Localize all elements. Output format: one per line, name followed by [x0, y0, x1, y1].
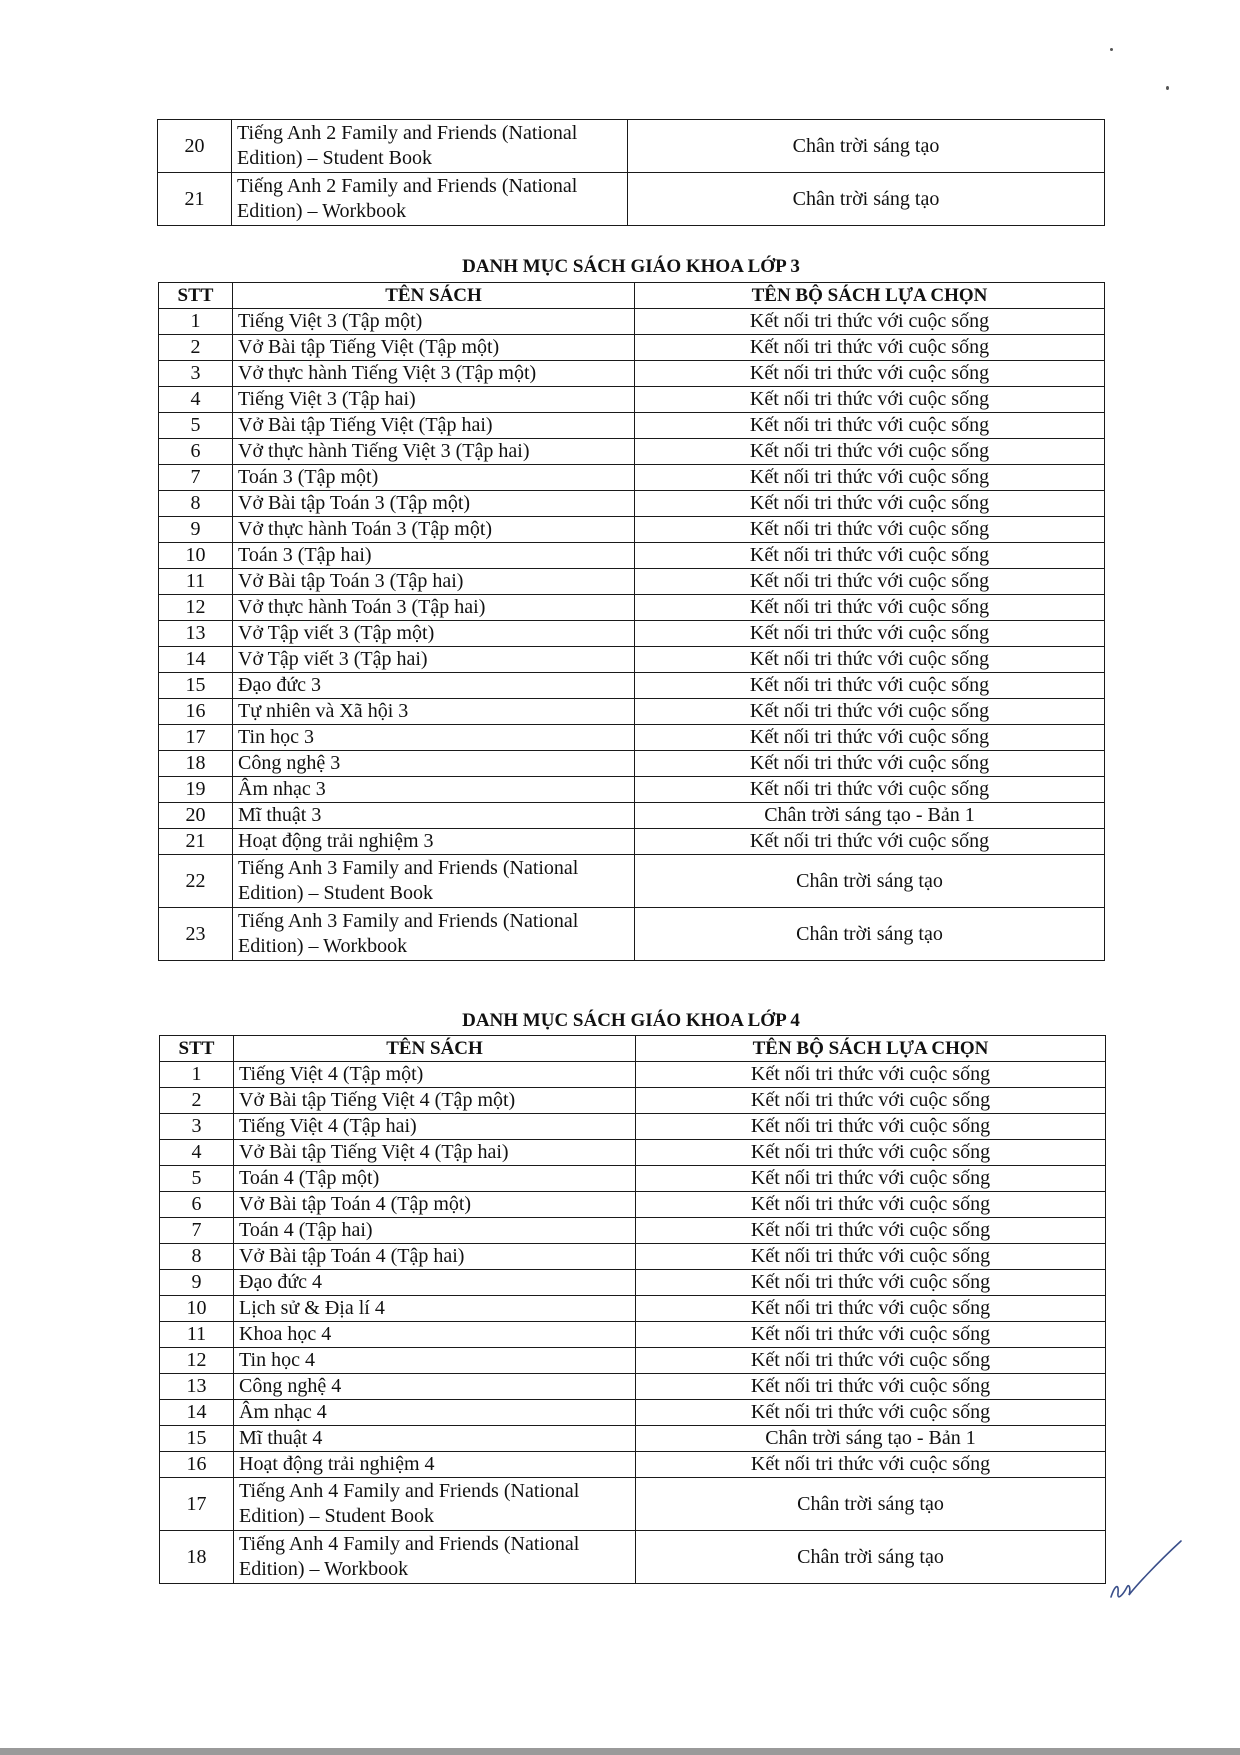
book-set: Kết nối tri thức với cuộc sống: [635, 699, 1105, 725]
table-row: [159, 517, 1105, 543]
table-row: [158, 173, 1105, 226]
book-title: Mĩ thuật 4: [234, 1426, 636, 1452]
book-set: Kết nối tri thức với cuộc sống: [635, 751, 1105, 777]
book-title: Tiếng Anh 3 Family and Friends (National Edition) – Workbook: [233, 908, 635, 961]
row-number: 17: [160, 1478, 234, 1531]
row-number: 4: [159, 387, 233, 413]
book-set: Kết nối tri thức với cuộc sống: [636, 1114, 1106, 1140]
book-title: Toán 3 (Tập một): [233, 465, 635, 491]
book-set: Kết nối tri thức với cuộc sống: [636, 1400, 1106, 1426]
table-row: [160, 1062, 1106, 1088]
book-set: Kết nối tri thức với cuộc sống: [635, 309, 1105, 335]
book-set: Chân trời sáng tạo: [636, 1478, 1106, 1531]
book-title: Vở Bài tập Toán 3 (Tập một): [233, 491, 635, 517]
book-set: Chân trời sáng tạo: [628, 173, 1105, 226]
table-row: [160, 1192, 1106, 1218]
row-number: 13: [160, 1374, 234, 1400]
table-row: [160, 1218, 1106, 1244]
book-title: Vở Bài tập Toán 3 (Tập hai): [233, 569, 635, 595]
book-title: Khoa học 4: [234, 1322, 636, 1348]
book-title: Tự nhiên và Xã hội 3: [233, 699, 635, 725]
col-header-name: TÊN SÁCH: [233, 283, 635, 309]
row-number: 14: [160, 1400, 234, 1426]
col-header-name: TÊN SÁCH: [234, 1036, 636, 1062]
row-number: 6: [160, 1192, 234, 1218]
book-title: Vở Bài tập Tiếng Việt (Tập một): [233, 335, 635, 361]
row-number: 17: [159, 725, 233, 751]
book-set: Kết nối tri thức với cuộc sống: [635, 543, 1105, 569]
row-number: 18: [159, 751, 233, 777]
book-title: Vở Bài tập Tiếng Việt (Tập hai): [233, 413, 635, 439]
book-set: Chân trời sáng tạo - Bản 1: [636, 1426, 1106, 1452]
table-row: [159, 699, 1105, 725]
book-title: Vở Bài tập Tiếng Việt 4 (Tập một): [234, 1088, 636, 1114]
book-title: Tin học 4: [234, 1348, 636, 1374]
row-number: 1: [159, 309, 233, 335]
row-number: 21: [159, 829, 233, 855]
table-row: [160, 1452, 1106, 1478]
row-number: 2: [160, 1088, 234, 1114]
scan-speck: [1110, 48, 1113, 51]
book-title: Vở Bài tập Toán 4 (Tập một): [234, 1192, 636, 1218]
book-set: Kết nối tri thức với cuộc sống: [635, 465, 1105, 491]
row-number: 16: [159, 699, 233, 725]
table-row: [159, 803, 1105, 829]
book-set: Kết nối tri thức với cuộc sống: [636, 1296, 1106, 1322]
book-set: Kết nối tri thức với cuộc sống: [636, 1218, 1106, 1244]
row-number: 10: [159, 543, 233, 569]
table-row: [159, 908, 1105, 961]
col-header-set: TÊN BỘ SÁCH LỰA CHỌN: [635, 283, 1105, 309]
table-row: [160, 1426, 1106, 1452]
row-number: 7: [159, 465, 233, 491]
table-row: [160, 1478, 1106, 1531]
book-set: Kết nối tri thức với cuộc sống: [635, 595, 1105, 621]
book-title: Toán 4 (Tập hai): [234, 1218, 636, 1244]
row-number: 23: [159, 908, 233, 961]
row-number: 20: [158, 120, 232, 173]
col-header-stt: STT: [159, 283, 233, 309]
row-number: 9: [159, 517, 233, 543]
scan-edge-bar: [0, 1748, 1240, 1755]
table-row: [159, 595, 1105, 621]
table-row: [160, 1244, 1106, 1270]
book-set: Kết nối tri thức với cuộc sống: [635, 517, 1105, 543]
book-title: Âm nhạc 4: [234, 1400, 636, 1426]
book-set: Kết nối tri thức với cuộc sống: [635, 569, 1105, 595]
row-number: 11: [159, 569, 233, 595]
book-set: Kết nối tri thức với cuộc sống: [636, 1270, 1106, 1296]
book-title: Lịch sử & Địa lí 4: [234, 1296, 636, 1322]
table-row: [159, 491, 1105, 517]
signature-mark: [1105, 1535, 1185, 1605]
grade4-title: DANH MỤC SÁCH GIÁO KHOA LỚP 4: [462, 1010, 800, 1031]
book-title: Tiếng Việt 4 (Tập hai): [234, 1114, 636, 1140]
table-row: [159, 413, 1105, 439]
grade2-continuation-table: [157, 119, 1105, 226]
table-row: [160, 1296, 1106, 1322]
table-row: [160, 1374, 1106, 1400]
book-title: Tiếng Anh 4 Family and Friends (National Edition) – Workbook: [234, 1531, 636, 1584]
book-title: Tiếng Việt 3 (Tập hai): [233, 387, 635, 413]
row-number: 7: [160, 1218, 234, 1244]
table-row: [160, 1348, 1106, 1374]
grade3-table: [158, 282, 1105, 961]
book-set: Kết nối tri thức với cuộc sống: [635, 777, 1105, 803]
table-row: [159, 569, 1105, 595]
book-title: Tin học 3: [233, 725, 635, 751]
table-row: [160, 1531, 1106, 1584]
row-number: 5: [160, 1166, 234, 1192]
book-title: Vở thực hành Tiếng Việt 3 (Tập một): [233, 361, 635, 387]
book-set: Kết nối tri thức với cuộc sống: [635, 439, 1105, 465]
row-number: 6: [159, 439, 233, 465]
book-title: Vở thực hành Toán 3 (Tập hai): [233, 595, 635, 621]
row-number: 20: [159, 803, 233, 829]
book-title: Hoạt động trải nghiệm 3: [233, 829, 635, 855]
row-number: 9: [160, 1270, 234, 1296]
table-row: [159, 361, 1105, 387]
book-title: Toán 4 (Tập một): [234, 1166, 636, 1192]
book-set: Chân trời sáng tạo: [628, 120, 1105, 173]
book-title: Vở Tập viết 3 (Tập hai): [233, 647, 635, 673]
table-row: [159, 387, 1105, 413]
book-set: Kết nối tri thức với cuộc sống: [636, 1192, 1106, 1218]
book-set: Kết nối tri thức với cuộc sống: [636, 1166, 1106, 1192]
book-set: Kết nối tri thức với cuộc sống: [636, 1244, 1106, 1270]
book-set: Chân trời sáng tạo - Bản 1: [635, 803, 1105, 829]
table-row: [160, 1114, 1106, 1140]
row-number: 10: [160, 1296, 234, 1322]
row-number: 12: [160, 1348, 234, 1374]
book-title: Hoạt động trải nghiệm 4: [234, 1452, 636, 1478]
row-number: 19: [159, 777, 233, 803]
book-set: Chân trời sáng tạo: [635, 908, 1105, 961]
table-row: [160, 1322, 1106, 1348]
row-number: 15: [160, 1426, 234, 1452]
row-number: 12: [159, 595, 233, 621]
table-row: [159, 855, 1105, 908]
row-number: 4: [160, 1140, 234, 1166]
book-title: Đạo đức 4: [234, 1270, 636, 1296]
table-row: [159, 439, 1105, 465]
row-number: 2: [159, 335, 233, 361]
book-title: Vở Bài tập Toán 4 (Tập hai): [234, 1244, 636, 1270]
book-set: Kết nối tri thức với cuộc sống: [636, 1452, 1106, 1478]
book-set: Kết nối tri thức với cuộc sống: [636, 1088, 1106, 1114]
table-row: [159, 829, 1105, 855]
book-title: Tiếng Anh 2 Family and Friends (National Edition) – Student Book: [232, 120, 628, 173]
book-title: Tiếng Việt 3 (Tập một): [233, 309, 635, 335]
book-set: Kết nối tri thức với cuộc sống: [636, 1062, 1106, 1088]
book-title: Công nghệ 3: [233, 751, 635, 777]
table-row: [159, 725, 1105, 751]
row-number: 13: [159, 621, 233, 647]
book-set: Kết nối tri thức với cuộc sống: [635, 647, 1105, 673]
scan-speck: [1166, 86, 1169, 90]
book-title: Tiếng Anh 3 Family and Friends (National Edition) – Student Book: [233, 855, 635, 908]
row-number: 15: [159, 673, 233, 699]
table-row: [160, 1270, 1106, 1296]
row-number: 11: [160, 1322, 234, 1348]
row-number: 5: [159, 413, 233, 439]
grade3-title: DANH MỤC SÁCH GIÁO KHOA LỚP 3: [462, 256, 800, 277]
table-row: [159, 465, 1105, 491]
book-set: Kết nối tri thức với cuộc sống: [636, 1374, 1106, 1400]
book-title: Tiếng Anh 2 Family and Friends (National Edition) – Workbook: [232, 173, 628, 226]
book-set: Kết nối tri thức với cuộc sống: [635, 413, 1105, 439]
row-number: 8: [159, 491, 233, 517]
table-row: [159, 335, 1105, 361]
book-title: Mĩ thuật 3: [233, 803, 635, 829]
book-set: Chân trời sáng tạo: [636, 1531, 1106, 1584]
row-number: 14: [159, 647, 233, 673]
book-title: Tiếng Anh 4 Family and Friends (National Edition) – Student Book: [234, 1478, 636, 1531]
row-number: 3: [160, 1114, 234, 1140]
table-row: [160, 1140, 1106, 1166]
book-set: Kết nối tri thức với cuộc sống: [635, 361, 1105, 387]
grade4-table: [159, 1035, 1106, 1584]
book-title: Toán 3 (Tập hai): [233, 543, 635, 569]
book-title: Vở Bài tập Tiếng Việt 4 (Tập hai): [234, 1140, 636, 1166]
book-set: Kết nối tri thức với cuộc sống: [636, 1140, 1106, 1166]
book-title: Vở thực hành Tiếng Việt 3 (Tập hai): [233, 439, 635, 465]
row-number: 21: [158, 173, 232, 226]
book-title: Công nghệ 4: [234, 1374, 636, 1400]
book-title: Vở thực hành Toán 3 (Tập một): [233, 517, 635, 543]
row-number: 16: [160, 1452, 234, 1478]
book-set: Kết nối tri thức với cuộc sống: [635, 673, 1105, 699]
col-header-stt: STT: [160, 1036, 234, 1062]
table-row: [160, 1400, 1106, 1426]
book-set: Kết nối tri thức với cuộc sống: [635, 829, 1105, 855]
book-set: Kết nối tri thức với cuộc sống: [635, 335, 1105, 361]
book-title: Tiếng Việt 4 (Tập một): [234, 1062, 636, 1088]
table-row: [159, 621, 1105, 647]
book-title: Vở Tập viết 3 (Tập một): [233, 621, 635, 647]
table-row: [158, 120, 1105, 173]
book-set: Kết nối tri thức với cuộc sống: [636, 1348, 1106, 1374]
row-number: 18: [160, 1531, 234, 1584]
col-header-set: TÊN BỘ SÁCH LỰA CHỌN: [636, 1036, 1106, 1062]
table-row: [159, 751, 1105, 777]
book-set: Kết nối tri thức với cuộc sống: [635, 621, 1105, 647]
row-number: 22: [159, 855, 233, 908]
book-set: Kết nối tri thức với cuộc sống: [636, 1322, 1106, 1348]
row-number: 3: [159, 361, 233, 387]
table-row: [159, 777, 1105, 803]
table-row: [160, 1088, 1106, 1114]
book-title: Đạo đức 3: [233, 673, 635, 699]
table-row: [159, 309, 1105, 335]
row-number: 8: [160, 1244, 234, 1270]
book-set: Kết nối tri thức với cuộc sống: [635, 387, 1105, 413]
table-row: [159, 543, 1105, 569]
table-row: [160, 1166, 1106, 1192]
book-set: Kết nối tri thức với cuộc sống: [635, 491, 1105, 517]
row-number: 1: [160, 1062, 234, 1088]
book-set: Chân trời sáng tạo: [635, 855, 1105, 908]
book-title: Âm nhạc 3: [233, 777, 635, 803]
book-set: Kết nối tri thức với cuộc sống: [635, 725, 1105, 751]
table-row: [159, 673, 1105, 699]
table-row: [159, 647, 1105, 673]
